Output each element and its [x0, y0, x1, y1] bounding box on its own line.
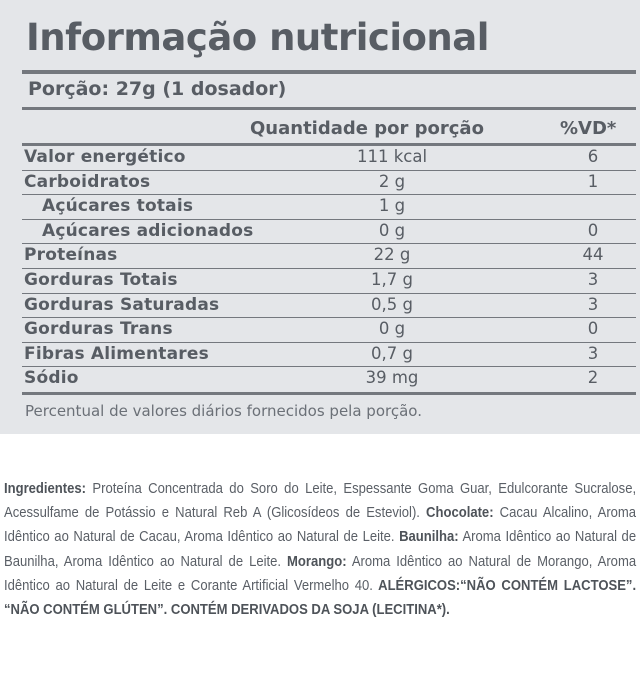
morango-label: Morango:: [287, 552, 347, 570]
header-vd: %VD*: [560, 118, 617, 139]
ingredients-text: [4, 477, 636, 622]
title-divider: [22, 70, 636, 74]
table-row: [22, 318, 636, 343]
ingredients-label: Ingredientes:: [4, 480, 87, 497]
row-vd: 2: [587, 368, 599, 388]
row-label: Açúcares totais: [42, 196, 194, 217]
table-row: [22, 244, 636, 269]
row-vd: 3: [587, 294, 599, 314]
row-quantity: 1 g: [378, 196, 406, 216]
row-vd: 6: [587, 147, 599, 166]
row-quantity: 111 kcal: [356, 147, 428, 166]
table-row: [22, 171, 636, 196]
table-row: [22, 269, 636, 294]
row-vd: 1: [587, 171, 599, 191]
row-quantity: 1,7 g: [371, 270, 413, 289]
row-quantity: 0 g: [378, 220, 406, 240]
morango-text: Aroma Idêntico ao Natural de Morango, Aroma Idêntico ao Natural de Leite e Corante Artificial Vermelho 40.: [4, 552, 637, 594]
row-label: Valor energético: [24, 147, 186, 167]
allergens-text: ALÉRGICOS:“NÃO CONTÉM LACTOSE”. “NÃO CONTÉM GLÚTEN”. CONTÉM DERIVADOS DA SOJA (LECITINA*).: [4, 576, 637, 619]
row-quantity: 0 g: [378, 319, 406, 339]
row-vd: 0: [587, 220, 599, 240]
row-vd: 3: [587, 343, 599, 363]
table-row: [22, 294, 636, 319]
baunilha-text: Aroma Idêntico ao Natural de Baunilha, Aroma Idêntico ao Natural de Leite.: [4, 528, 637, 570]
row-quantity: 0,7 g: [371, 343, 413, 363]
row-vd: 3: [587, 270, 599, 289]
table-row: [22, 367, 636, 392]
chocolate-text: Cacau Alcalino, Aroma Idêntico ao Natural de Cacau, Aroma Idêntico ao Natural de Leite.: [4, 504, 637, 546]
portion-size: Porção: 27g (1 dosador): [28, 78, 287, 100]
footnote: Percentual de valores diários fornecidos pela porção.: [25, 402, 422, 420]
row-vd: 44: [582, 245, 604, 265]
portion-divider: [22, 107, 636, 110]
row-label: Carboidratos: [24, 171, 151, 192]
table-row: [22, 195, 636, 220]
row-label: Fibras Alimentares: [24, 343, 209, 364]
row-quantity: 39 mg: [365, 368, 419, 388]
table-row: [22, 220, 636, 245]
header-quantity: Quantidade por porção: [250, 118, 484, 139]
row-label: Gorduras Totais: [24, 270, 178, 290]
table-bottom-divider: [22, 392, 636, 395]
row-quantity: 2 g: [378, 171, 406, 191]
row-quantity: 22 g: [373, 245, 411, 265]
chocolate-label: Chocolate:: [426, 504, 494, 522]
row-label: Sódio: [24, 368, 79, 389]
row-label: Gorduras Saturadas: [24, 294, 220, 315]
row-label: Gorduras Trans: [24, 319, 173, 340]
row-quantity: 0,5 g: [371, 294, 413, 314]
baunilha-label: Baunilha:: [399, 528, 459, 546]
row-label: Proteínas: [24, 245, 118, 266]
nutrition-title: Informação nutricional: [26, 16, 489, 59]
row-label: Açúcares adicionados: [42, 220, 254, 241]
table-row: [22, 343, 636, 368]
row-vd: 0: [587, 319, 599, 339]
table-row: [22, 146, 636, 171]
ingredients-list: Proteína Concentrada do Soro do Leite, Espessante Goma Guar, Edulcorante Sucralose, Acessulfame de Potássio e Natural Reb A (Glicosídeos de Esteviol).: [4, 480, 637, 522]
